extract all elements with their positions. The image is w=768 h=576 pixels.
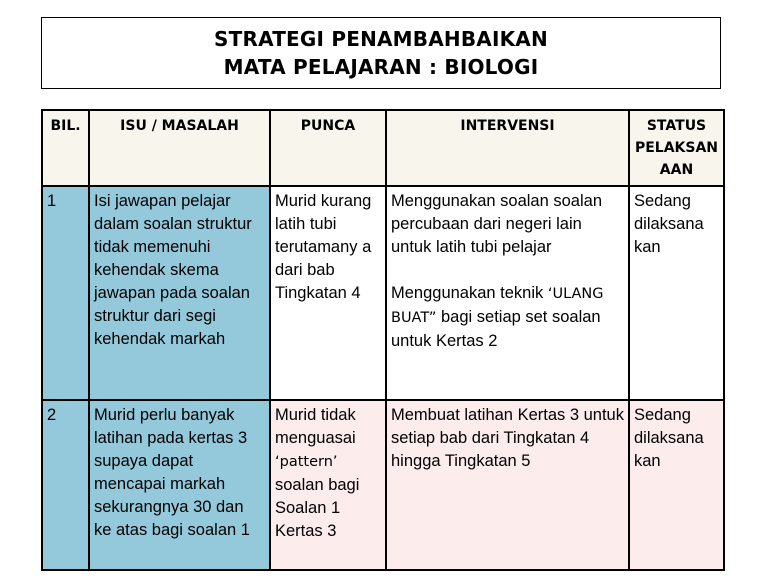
cell-bil: 2 bbox=[42, 400, 89, 570]
intervensi-text: bagi setiap set soalan untuk Kertas 2 bbox=[391, 308, 601, 350]
title-line-1: STRATEGI PENAMBAHBAIKAN bbox=[214, 27, 548, 51]
cell-intervensi: Membuat latihan Kertas 3 untuk setiap bab dari Tingkatan 4 hingga Tingkatan 5 bbox=[386, 400, 629, 570]
intervensi-text: Menggunakan teknik bbox=[391, 284, 548, 302]
table-row bbox=[42, 400, 724, 570]
table-row bbox=[42, 186, 724, 400]
header-isu: ISU / MASALAH bbox=[89, 110, 270, 186]
intervensi-para-1: Menggunakan soalan soalan percubaan dari negeri lain untuk latih tubi pelajar bbox=[391, 192, 602, 256]
header-punca: PUNCA bbox=[270, 110, 386, 186]
cell-intervensi bbox=[386, 186, 629, 400]
cell-status: Sedang dilaksana kan bbox=[629, 400, 724, 570]
header-row bbox=[42, 110, 724, 186]
punca-emphasis: ‘pattern’ bbox=[275, 454, 338, 470]
strategy-table bbox=[41, 109, 725, 571]
intervensi-emphasis: ‘ULANG BUAT” bbox=[391, 286, 604, 326]
header-status: STATUS PELAKSAN AAN bbox=[629, 110, 724, 186]
intervensi-para-2 bbox=[391, 282, 624, 353]
title-line-2: MATA PELAJARAN : BIOLOGI bbox=[223, 55, 539, 79]
cell-status: Sedang dilaksana kan bbox=[629, 186, 724, 400]
title-box bbox=[41, 17, 721, 89]
cell-punca: Murid kurang latih tubi terutamany a dari bab Tingkatan 4 bbox=[270, 186, 386, 400]
header-intervensi: INTERVENSI bbox=[386, 110, 629, 186]
cell-punca bbox=[270, 400, 386, 570]
punca-text: soalan bagi Soalan 1 Kertas 3 bbox=[275, 476, 360, 540]
header-bil: BIL. bbox=[42, 110, 89, 186]
cell-isu: Isi jawapan pelajar dalam soalan struktur tidak memenuhi kehendak skema jawapan pada soalan struktur dari segi kehendak markah bbox=[89, 186, 270, 400]
punca-text: Murid tidak menguasai bbox=[275, 406, 356, 447]
cell-bil: 1 bbox=[42, 186, 89, 400]
cell-isu: Murid perlu banyak latihan pada kertas 3 supaya dapat mencapai markah sekurangnya 30 dan ke atas bagi soalan 1 bbox=[89, 400, 270, 570]
